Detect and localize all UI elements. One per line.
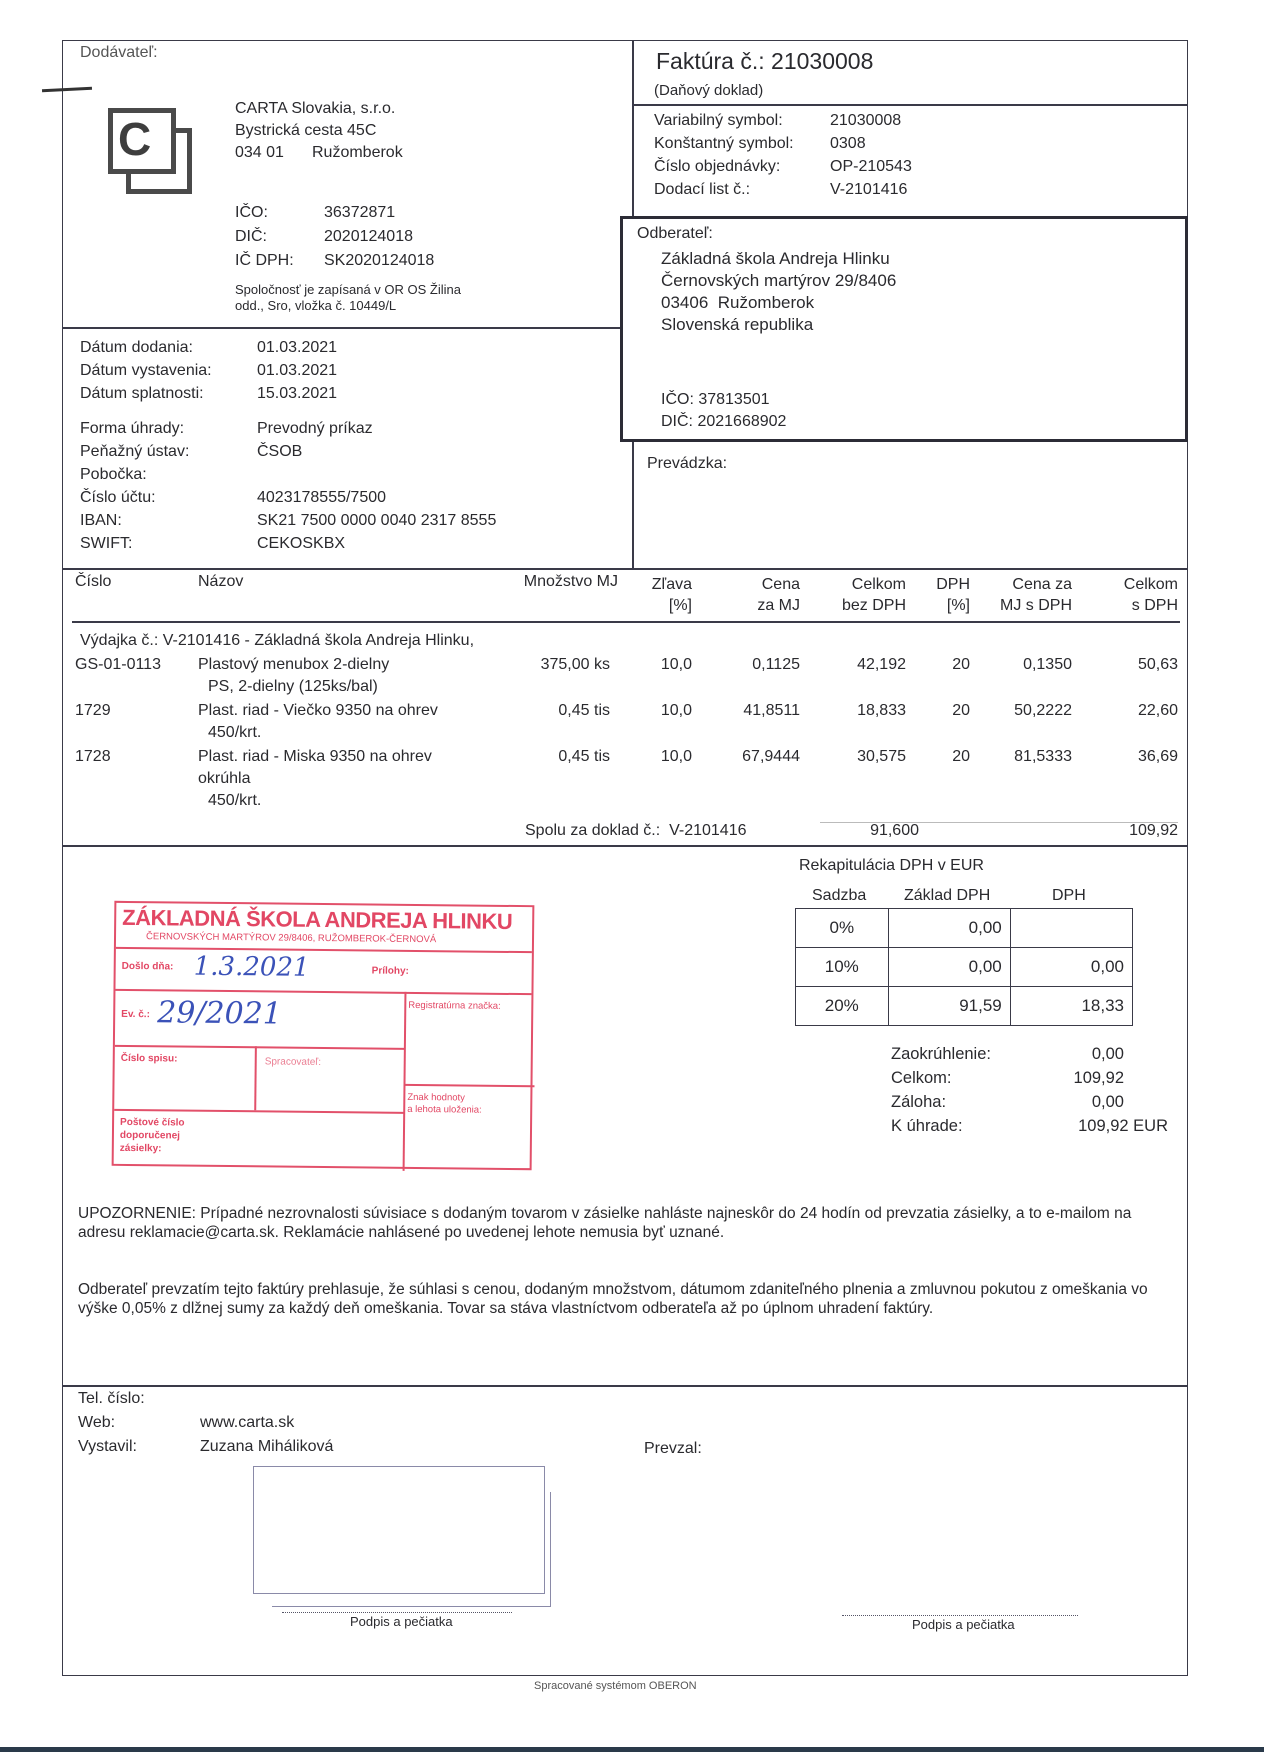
stamp-postal-label-1: Poštové číslo [120,1116,185,1129]
stamp-reg-label: Registratúrna značka: [408,999,501,1012]
date-label: Dátum dodania: [80,339,193,356]
item-code: 1729 [75,702,111,719]
vat-rate-cell: 20% [796,987,889,1026]
stamp-handler-label: Spracovateľ: [264,1056,322,1068]
stamp-postal-label-3: zásielky: [119,1142,162,1155]
item-total-vat: 36,69 [1137,748,1178,765]
payment-value: CEKOSKBX [257,535,346,552]
col-dph-1: DPH [936,576,970,593]
payment-label: Pobočka: [80,466,147,483]
col-celkomdph-1: Celkom [1123,576,1178,593]
footer-top-rule [62,1385,1188,1387]
stamp-retention-label-2: a lehota uloženia: [407,1103,482,1116]
buyer-ico: IČO: 37813501 [661,391,770,408]
invoice-field-value: 0308 [830,135,866,152]
registry-line-1: Spoločnosť je zapísaná v OR OS Žilina [235,282,461,297]
received-by-label: Prevzal: [644,1440,702,1457]
invoice-field-label: Variabilný symbol: [654,112,783,129]
vat-amount-cell: 0,00 [1010,948,1132,987]
buyer-label: Odberateľ: [637,225,713,242]
col-cenadph-2: MJ s DPH [1000,597,1072,614]
registry-stamp [112,901,535,1170]
total-label: Zaokrúhlenie: [891,1045,991,1063]
date-label: Dátum vystavenia: [80,362,212,379]
item-vat-rate: 20 [952,702,970,719]
item-vat-rate: 20 [952,748,970,765]
item-code: GS-01-0113 [75,656,161,673]
total-label: K úhrade: [891,1117,963,1135]
item-code: 1728 [75,748,111,765]
col-dph-2: [%] [946,597,970,614]
date-label: Dátum splatnosti: [80,385,204,402]
stamp-retention-label-1: Znak hodnoty [407,1091,465,1104]
logo-letter: C [118,113,152,165]
stamp-file-label: Číslo spisu: [120,1052,178,1065]
supplier-name: CARTA Slovakia, s.r.o. [235,100,396,117]
total-value: 109,92 EUR [1078,1117,1168,1135]
web-label: Web: [78,1414,116,1431]
buyer-country: Slovenská republika [661,315,814,334]
group-title: Výdajka č.: V-2101416 - Základná škola Andreja Hlinku, [80,632,475,649]
premises-label: Prevádzka: [647,455,728,472]
item-vat-rate: 20 [952,656,970,673]
col-celkom-2: bez DPH [841,597,906,614]
registry-line-2: odd., Sro, vložka č. 10449/L [235,298,397,313]
item-unit-price: 41,8511 [743,702,800,719]
table-header-rule [72,621,1180,623]
supplier-dic: 2020124018 [324,228,413,245]
issued-label: Vystavil: [78,1438,137,1455]
col-celkomdph-2: s DPH [1131,597,1178,614]
invoice-field-label: Číslo objednávky: [654,158,781,175]
supplier-ico-label: IČO: [235,204,268,221]
vat-row [796,909,1133,948]
vat-row [796,948,1133,987]
item-total-net: 30,575 [857,748,906,765]
invoice-field-label: Konštantný symbol: [654,135,794,152]
supplier-dic-label: DIČ: [235,228,267,245]
vat-base-cell: 0,00 [888,909,1010,948]
item-name-line-2: 450/krt. [208,724,262,741]
item-total-vat: 22,60 [1137,702,1178,719]
item-total-net: 42,192 [857,656,906,673]
stamp-address: ČERNOVSKÝCH MARTÝROV 29/8406, RUŽOMBEROK-ČERNOVÁ [145,931,437,946]
payment-value: ČSOB [257,443,303,460]
invoice-field-label: Dodací list č.: [654,181,751,198]
item-discount: 10,0 [660,702,692,719]
item-total-net: 18,833 [857,702,906,719]
vat-col-vat: DPH [1052,887,1086,904]
vat-summary-table [795,908,1133,1026]
supplier-city: Ružomberok [312,144,403,161]
vat-base-cell: 0,00 [888,948,1010,987]
subtotal-vat: 109,92 [1129,822,1178,839]
total-value: 109,92 [1073,1069,1124,1087]
item-discount: 10,0 [660,748,692,765]
item-name-line-2: okrúhla [198,770,251,787]
date-value: 01.03.2021 [257,339,338,356]
table-bottom-rule [62,845,1188,847]
web-value[interactable]: www.carta.sk [200,1414,295,1431]
col-mnozstvo: Množstvo MJ [523,573,618,590]
invoice-field-value: V-2101416 [830,181,908,198]
buyer-city: 03406 Ružomberok [661,293,815,312]
phone-label: Tel. číslo: [78,1390,145,1407]
invoice-field-value: OP-210543 [830,158,912,175]
signature-line-left [282,1612,512,1613]
item-unit-price-vat: 50,2222 [1014,702,1072,719]
stamp-attachments-label: Prílohy: [371,965,409,977]
item-name: Plast. riad - Viečko 9350 na ohrev [198,702,438,719]
payment-label: Číslo účtu: [80,489,156,506]
item-name-line-2: PS, 2-dielny (125ks/bal) [208,678,378,695]
vat-summary-title: Rekapitulácia DPH v EUR [799,857,984,874]
payment-label: SWIFT: [80,535,133,552]
col-cenadph-1: Cena za [1012,576,1072,593]
vat-col-rate: Sadzba [812,887,867,904]
item-qty: 375,00 ks [540,656,610,673]
terms-notice: Odberateľ prevzatím tejto faktúry prehlasuje, že súhlasi s cenou, dodaným množstvom, dátumom zdaniteľného plnenia a zmluvnou pokutou z omeškania vo výške 0,05% z dlžnej sumy za každý deň omeškania. Tovar sa stáva vlastníctvom odberateľa až po úplnom uhradení faktúry. [78,1281,1148,1317]
scan-bottom-edge [0,1747,1264,1752]
item-name: Plastový menubox 2-dielny [198,656,390,673]
stamp-ev-label: Ev. č.: [121,1008,150,1021]
buyer-street: Černovských martýrov 29/8406 [661,271,897,290]
col-zlava-2: [%] [668,597,692,614]
item-name-line-3: 450/krt. [208,792,262,809]
col-zlava-1: Zľava [651,576,692,593]
payment-value: SK21 7500 0000 0040 2317 8555 [257,512,497,529]
item-unit-price: 67,9444 [742,748,800,765]
signature-line-right [842,1615,1078,1616]
vat-base-cell: 91,59 [888,987,1010,1026]
item-unit-price-vat: 0,1350 [1023,656,1072,673]
payment-value: 4023178555/7500 [257,489,387,506]
subtotal-net: 91,600 [870,822,919,839]
col-cena-2: za MJ [757,597,800,614]
payment-label: IBAN: [80,512,122,529]
vat-rate-cell: 0% [796,909,889,948]
invoice-field-value: 21030008 [830,112,902,129]
item-name: Plast. riad - Miska 9350 na ohrev [198,748,432,765]
buyer-box [620,216,1188,442]
total-value: 0,00 [1091,1093,1124,1111]
col-celkom-1: Celkom [851,576,906,593]
issuer-stamp-faint-back [272,1492,551,1607]
item-qty: 0,45 tis [558,748,610,765]
supplier-street: Bystrická cesta 45C [235,122,377,139]
stamp-postal-label-2: doporučenej [119,1129,181,1142]
vat-col-base: Základ DPH [904,887,991,904]
supplier-label: Dodávateľ: [80,44,158,61]
vat-rate-cell: 10% [796,948,889,987]
item-unit-price: 0,1125 [752,656,800,673]
item-discount: 10,0 [660,656,692,673]
payment-label: Forma úhrady: [80,420,185,437]
item-unit-price-vat: 81,5333 [1014,748,1072,765]
supplier-icdph-label: IČ DPH: [235,252,294,269]
supplier-icdph: SK2020124018 [324,252,435,269]
invoice-subtitle: (Daňový doklad) [654,82,764,99]
date-value: 01.03.2021 [257,362,338,379]
buyer-name: Základná škola Andreja Hlinku [661,249,890,268]
total-label: Celkom: [891,1069,952,1087]
vat-amount-cell [1010,909,1132,948]
col-nazov: Názov [198,573,244,590]
supplier-ico: 36372871 [324,204,396,221]
vat-row [796,987,1133,1026]
stamp-received-value: 1.3.2021 [193,951,310,983]
stamp-ev-value: 29/2021 [157,995,283,1032]
stamp-title: ZÁKLADNÁ ŠKOLA ANDREJA HLINKU [122,904,513,934]
invoice-title-rule [632,104,1188,106]
payment-value: Prevodný príkaz [257,420,373,437]
signature-caption-right: Podpis a pečiatka [912,1617,1015,1632]
issued-value: Zuzana Miháliková [200,1438,334,1455]
col-cena-1: Cena [761,576,800,593]
col-cislo: Číslo [75,573,112,590]
total-value: 0,00 [1091,1045,1124,1063]
payment-label: Peňažný ústav: [80,443,190,460]
carta-logo [108,108,192,194]
table-top-rule [62,568,1188,570]
total-label: Záloha: [891,1093,947,1111]
invoice-title: Faktúra č.: 21030008 [656,48,874,74]
item-qty: 0,45 tis [558,702,610,719]
system-credit: Spracované systémom OBERON [534,1680,697,1692]
stamp-received-label: Došlo dňa: [121,960,174,973]
item-total-vat: 50,63 [1137,656,1178,673]
date-value: 15.03.2021 [257,385,338,402]
subtotal-label: Spolu za doklad č.: V-2101416 [525,822,747,839]
supplier-bottom-rule [62,327,620,329]
signature-caption-left: Podpis a pečiatka [350,1614,453,1629]
supplier-zip: 034 01 [235,144,284,161]
warning-notice: UPOZORNENIE: Prípadné nezrovnalosti súvisiace s dodaným tovarom v zásielke nahláste najneskôr do 24 hodín od prevzatia zásielky, a to e-mailom na adresu reklamacie@carta.sk. Reklamácie nahlásené po uvedenej lehote nemusia byť uznané. [78,1205,1132,1241]
vat-amount-cell: 18,33 [1010,987,1132,1026]
buyer-dic: DIČ: 2021668902 [661,413,787,430]
